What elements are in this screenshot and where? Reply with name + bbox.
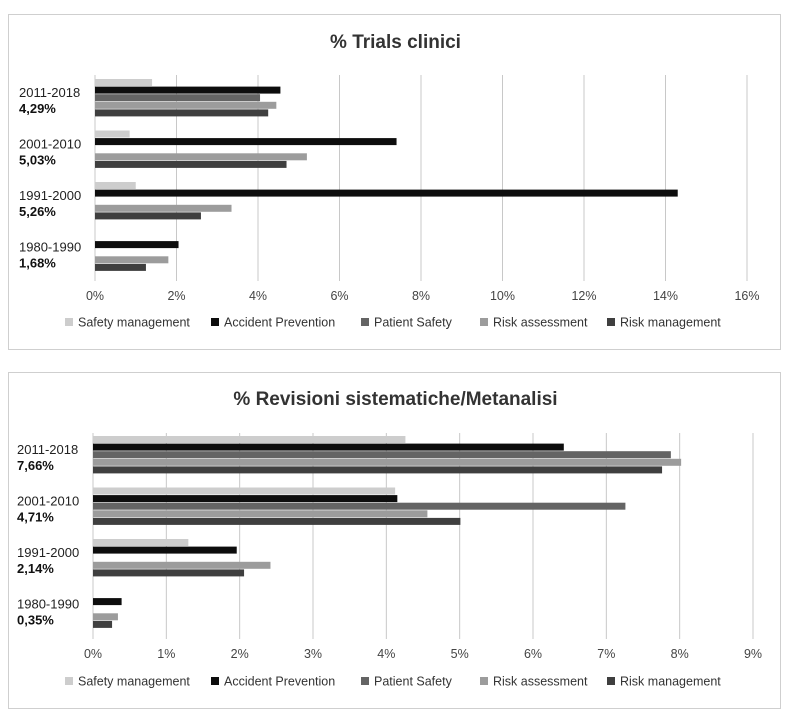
bar-patient-safety-2011-2018 <box>95 94 260 101</box>
bar-safety-management-2001-2010 <box>95 131 130 138</box>
bar-risk-management-2011-2018 <box>93 466 662 473</box>
bar-accident-prevention-2001-2010 <box>93 495 397 502</box>
legend-label-risk-management: Risk management <box>620 315 721 330</box>
category-total-label: 0,35% <box>17 612 54 628</box>
x-tick-label: 4% <box>377 647 396 661</box>
legend-swatch-risk-management <box>607 318 615 326</box>
legend-swatch-risk-management <box>607 677 615 685</box>
bar-accident-prevention-2011-2018 <box>95 87 280 94</box>
bar-patient-safety-2011-2018 <box>93 451 671 458</box>
legend-swatch-safety-management <box>65 677 73 685</box>
category-label: 1980-1990 <box>19 239 82 255</box>
category-total-label: 4,29% <box>19 101 56 116</box>
legend-label-safety-management: Safety management <box>78 674 190 689</box>
bar-risk-assessment-1980-1990 <box>93 613 118 620</box>
legend-label-accident-prevention: Accident Prevention <box>224 315 336 330</box>
bar-accident-prevention-2011-2018 <box>93 444 564 451</box>
x-tick-label: 8% <box>670 647 689 661</box>
bar-risk-management-2001-2010 <box>95 161 287 168</box>
x-tick-label: 0% <box>83 647 103 661</box>
legend-label-patient-safety: Patient Safety <box>374 315 452 330</box>
x-tick-label: 16% <box>734 289 760 303</box>
category-total-label: 1,68% <box>19 255 56 271</box>
bar-safety-management-1991-2000 <box>93 539 188 546</box>
chart-title: % Trials clinici <box>330 32 461 53</box>
chart-panel-revisioni <box>8 372 781 709</box>
bar-risk-assessment-2001-2010 <box>93 510 427 517</box>
bar-risk-assessment-2011-2018 <box>93 459 681 466</box>
legend-label-risk-assessment: Risk assessment <box>493 674 588 689</box>
category-total-label: 5,03% <box>19 152 56 168</box>
legend-swatch-safety-management <box>65 318 73 326</box>
bar-risk-assessment-1991-2000 <box>93 562 270 569</box>
legend-swatch-patient-safety <box>361 677 369 685</box>
category-label: 2011-2018 <box>17 442 79 457</box>
bar-risk-assessment-2001-2010 <box>95 153 307 160</box>
category-label: 1991-2000 <box>19 188 82 203</box>
category-total-label: 2,14% <box>17 561 54 576</box>
x-tick-label: 4% <box>248 289 268 303</box>
bar-accident-prevention-1980-1990 <box>95 241 179 248</box>
x-tick-label: 7% <box>597 647 616 661</box>
bar-accident-prevention-1991-2000 <box>93 547 237 554</box>
category-label: 2011-2018 <box>19 85 81 100</box>
bar-risk-management-1980-1990 <box>95 264 146 271</box>
bar-accident-prevention-2001-2010 <box>95 138 397 145</box>
x-tick-label: 10% <box>489 289 516 303</box>
category-label: 2001-2010 <box>17 493 80 509</box>
bar-risk-assessment-2011-2018 <box>95 102 276 109</box>
bar-risk-assessment-1991-2000 <box>95 205 232 212</box>
x-tick-label: 14% <box>652 289 679 303</box>
legend-swatch-risk-assessment <box>480 677 488 685</box>
category-label: 1991-2000 <box>17 545 80 560</box>
x-tick-label: 6% <box>330 289 349 303</box>
chart-revisioni-sistematiche <box>9 373 782 710</box>
bar-safety-management-2011-2018 <box>93 436 405 443</box>
bar-safety-management-2001-2010 <box>93 488 395 495</box>
bar-risk-management-2001-2010 <box>93 518 460 525</box>
legend-swatch-accident-prevention <box>211 318 219 326</box>
category-total-label: 7,66% <box>17 458 54 473</box>
x-tick-label: 0% <box>85 289 105 303</box>
category-total-label: 4,71% <box>17 509 54 525</box>
x-tick-label: 3% <box>303 647 323 661</box>
x-tick-label: 12% <box>571 289 597 303</box>
bar-risk-management-1991-2000 <box>93 569 244 576</box>
bar-safety-management-2011-2018 <box>95 79 152 86</box>
bar-risk-management-2011-2018 <box>95 109 268 116</box>
bar-accident-prevention-1991-2000 <box>95 190 678 197</box>
legend-label-safety-management: Safety management <box>78 315 190 330</box>
chart-trials-clinici <box>9 15 782 351</box>
legend-label-risk-assessment: Risk assessment <box>493 315 588 330</box>
legend-swatch-patient-safety <box>361 318 369 326</box>
bar-risk-management-1991-2000 <box>95 212 201 219</box>
x-tick-label: 5% <box>450 647 469 661</box>
legend-label-patient-safety: Patient Safety <box>374 674 452 689</box>
legend-label-accident-prevention: Accident Prevention <box>224 674 336 689</box>
bar-risk-assessment-1980-1990 <box>95 256 168 263</box>
legend-label-risk-management: Risk management <box>620 674 721 689</box>
bar-accident-prevention-1980-1990 <box>93 598 122 605</box>
category-label: 1980-1990 <box>17 596 80 612</box>
x-tick-label: 2% <box>167 289 186 303</box>
bar-risk-management-1980-1990 <box>93 621 112 628</box>
bar-safety-management-1991-2000 <box>95 182 136 189</box>
x-tick-label: 1% <box>157 647 176 661</box>
legend-swatch-accident-prevention <box>211 677 219 685</box>
category-label: 2001-2010 <box>19 136 82 152</box>
legend-swatch-risk-assessment <box>480 318 488 326</box>
x-tick-label: 9% <box>743 647 763 661</box>
x-tick-label: 2% <box>230 647 249 661</box>
chart-panel-trials <box>8 14 781 350</box>
x-tick-label: 8% <box>411 289 431 303</box>
category-total-label: 5,26% <box>19 204 56 219</box>
chart-title: % Revisioni sistematiche/Metanalisi <box>233 389 558 410</box>
bar-patient-safety-2001-2010 <box>93 503 625 510</box>
x-tick-label: 6% <box>523 647 543 661</box>
